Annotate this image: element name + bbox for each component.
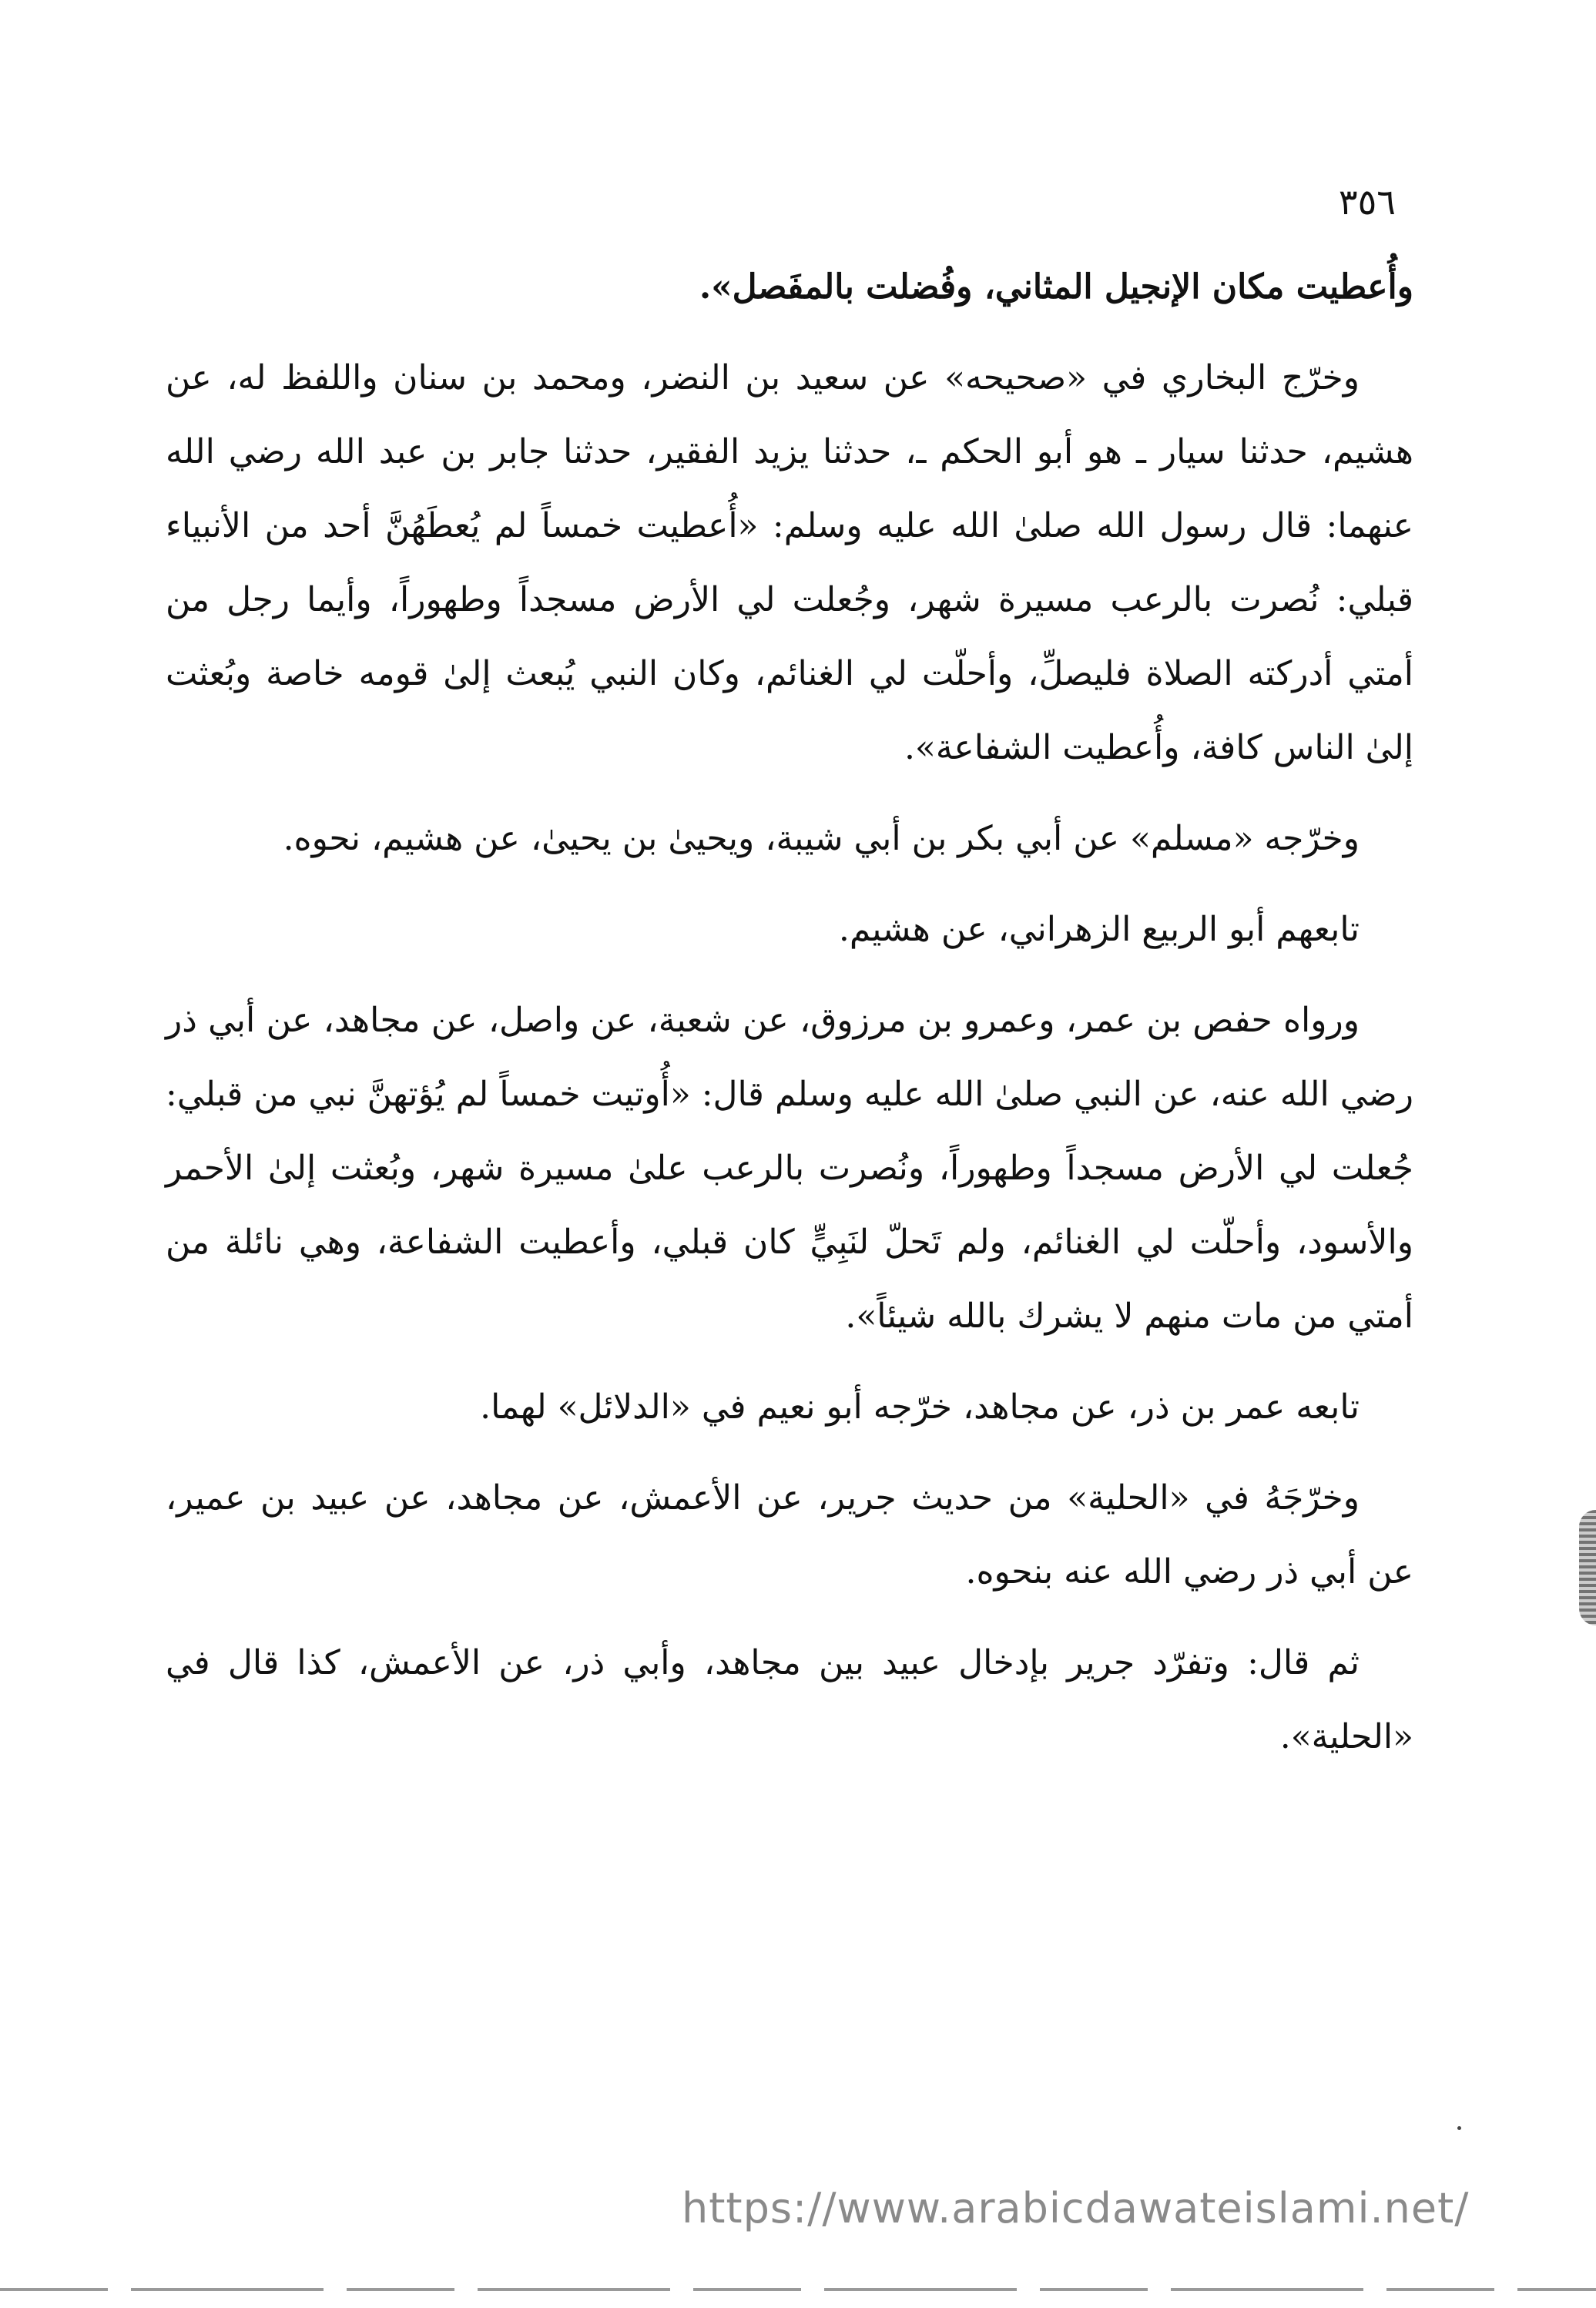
paragraph-2: وخرّج البخاري في «صحيحه» عن سعيد بن النضر، ومحمد بن سنان واللفظ له، عن هشيم، حدثنا سيار ـ هو أبو الحكم ـ، حدثنا يزيد الفقير، حدثنا جابر بن عبد الله رضي الله عنهما: قال رسول الله صلىٰ الله عليه وسلم: «أُعطيت خمساً لم يُعطَهُنَّ أحد من الأنبياء قبلي: نُصرت بالرعب مسيرة شهر، وجُعلت لي الأرض مسجداً وطهوراً، وأيما رجل من أمتي أدركته الصلاة فليصلِّ، وأحلّت لي الغنائم، وكان النبي يُبعث إلىٰ قومه خاصة وبُعثت إلىٰ الناس كافة، وأُعطيت الشفاعة». [166, 358, 1413, 767]
page-number: ٣٥٦ [1338, 181, 1396, 223]
watermark-url: https://www.arabicdawateislami.net/ [682, 2184, 1470, 2233]
paragraph-7: وخرّجَهُ في «الحلية» من حديث جرير، عن الأعمش، عن مجاهد، عن عبيد بن عمير، عن أبي ذر رضي الله عنه بنحوه. [166, 1478, 1413, 1592]
paragraph-1: وأُعطيت مكان الإنجيل المثاني، وفُضلت بالمفَصل». [699, 267, 1413, 307]
scan-dot [1457, 2126, 1461, 2130]
paragraph-3: وخرّجه «مسلم» عن أبي بكر بن أبي شيبة، ويحيىٰ بن يحيىٰ، عن هشيم، نحوه. [283, 819, 1360, 858]
scan-binding-mark [1579, 1510, 1596, 1625]
paragraph-4: تابعهم أبو الربيع الزهراني، عن هشيم. [838, 910, 1360, 949]
scan-bottom-edge [0, 2288, 1596, 2291]
page-body [166, 250, 1413, 1791]
paragraph-8: ثم قال: وتفرّد جرير بإدخال عبيد بين مجاهد، وأبي ذر، عن الأعمش، كذا قال في «الحلية». [166, 1643, 1413, 1756]
paragraph-5: ورواه حفص بن عمر، وعمرو بن مرزوق، عن شعبة، عن واصل، عن مجاهد، عن أبي ذر رضي الله عنه، عن النبي صلىٰ الله عليه وسلم قال: «أُوتيت خمساً لم يُؤتهنَّ نبي من قبلي: جُعلت لي الأرض مسجداً وطهوراً، ونُصرت بالرعب علىٰ مسيرة شهر، وبُعثت إلىٰ الأحمر والأسود، وأحلّت لي الغنائم، ولم تَحلّ لنَبِيٍّ كان قبلي، وأعطيت الشفاعة، وهي نائلة من أمتي من مات منهم لا يشرك بالله شيئاً». [166, 1001, 1413, 1336]
paragraph-6: تابعه عمر بن ذر، عن مجاهد، خرّجه أبو نعيم في «الدلائل» لهما. [480, 1387, 1360, 1427]
